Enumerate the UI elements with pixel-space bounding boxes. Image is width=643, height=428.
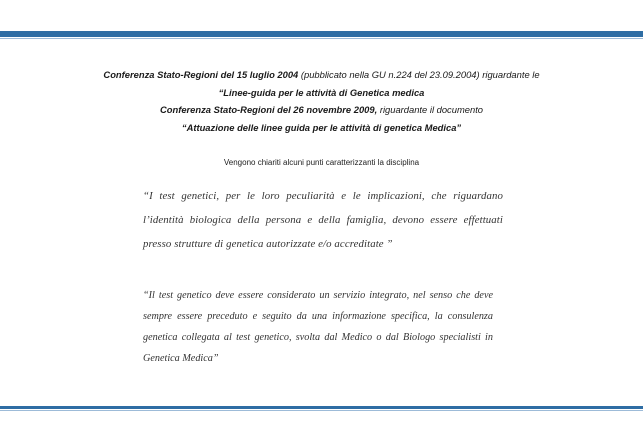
header-line-3 bbox=[0, 101, 643, 119]
bottom-accent-bar bbox=[0, 406, 643, 409]
header-line-1-bold: Conferenza Stato-Regioni del 15 luglio 2004 bbox=[103, 69, 299, 80]
top-accent-bar bbox=[0, 31, 643, 37]
intro-text: Vengono chiariti alcuni punti caratterizzanti la disciplina bbox=[223, 158, 420, 167]
document-header bbox=[0, 66, 643, 136]
header-line-4 bbox=[0, 119, 643, 137]
header-line-2-bold: “Linee-guida per le attività di Genetica medica bbox=[218, 86, 425, 98]
header-line-2 bbox=[0, 84, 643, 102]
header-line-3-bold: Conferenza Stato-Regioni del 26 novembre 2009, bbox=[159, 104, 378, 115]
top-accent-line bbox=[0, 38, 643, 39]
header-line-4-bold: “Attuazione delle linee guida per le attività di genetica Medica” bbox=[181, 121, 462, 133]
quote-1: “I test genetici, per le loro peculiarità e le implicazioni, che riguardano l’identità biologica della persona e della famiglia, devono essere effettuati presso strutture di genetica autorizzate e/o accreditate ” bbox=[143, 190, 503, 250]
header-line-1 bbox=[0, 66, 643, 84]
bottom-accent-line bbox=[0, 410, 643, 411]
header-line-1-rest: (pubblicato nella GU n.224 del 23.09.2004) riguardante le bbox=[298, 69, 540, 80]
header-line-3-rest: riguardante il documento bbox=[377, 104, 484, 115]
quote-2: “Il test genetico deve essere considerato un servizio integrato, nel senso che deve sempre essere preceduto e seguito da una informazione specifica, la consulenza genetica collegata al test genetico, svolta dal Medico o dal Biologo specialisti in Genetica Medica” bbox=[143, 290, 493, 364]
